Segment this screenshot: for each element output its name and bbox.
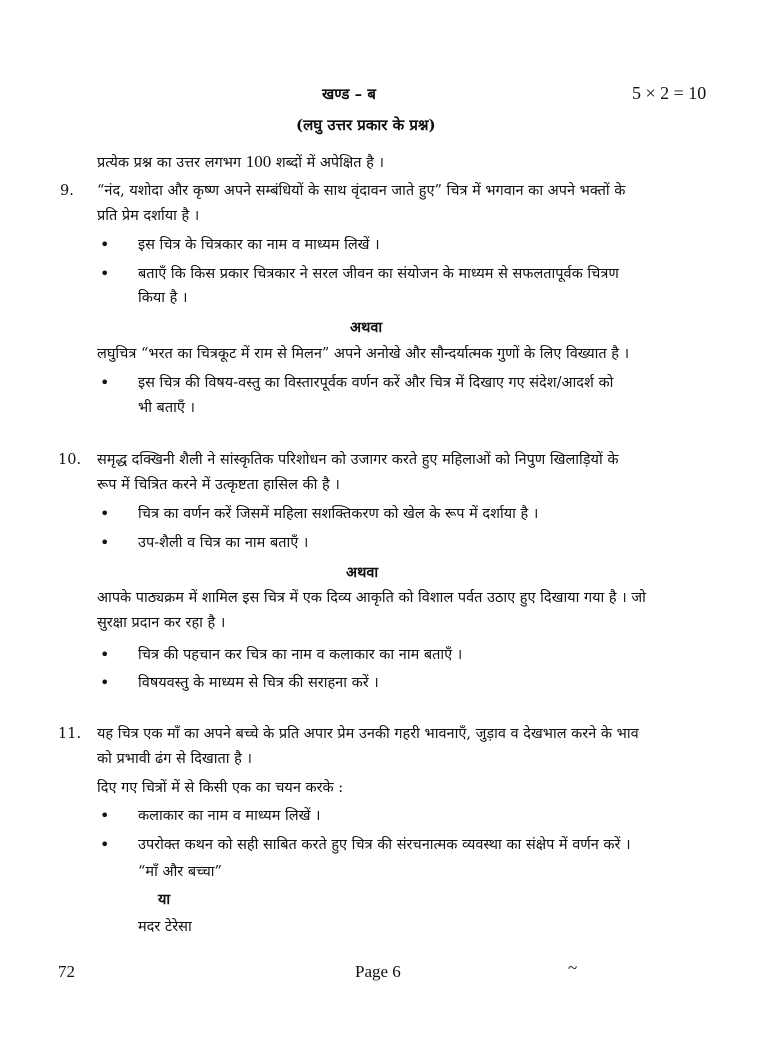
page-number: Page 6 <box>355 962 401 981</box>
bullet-text: चित्र की पहचान कर चित्र का नाम व कलाकार का नाम बताएँ । <box>138 647 463 663</box>
or-label: या <box>158 891 171 908</box>
question-text-line: समृद्ध दक्खिनी शैली ने सांस्कृतिक परिशोधन को उजागर करते हुए महिलाओं को निपुण खिलाड़ियों के <box>97 452 619 468</box>
painting-option-b: मदर टेरेसा <box>138 919 192 935</box>
bullet-icon: • <box>100 645 110 664</box>
or-label: अथवा <box>346 564 379 581</box>
bullet-text: बताएँ कि किस प्रकार चित्रकार ने सरल जीवन का संयोजन के माध्यम से सफलतापूर्वक चित्रण <box>138 266 619 282</box>
marks-label: 5 × 2 = 10 <box>632 83 707 103</box>
question-number: 9. <box>60 183 74 199</box>
bullet-text: कलाकार का नाम व माध्यम लिखें । <box>138 808 321 824</box>
bullet-text: इस चित्र की विषय-वस्तु का विस्तारपूर्वक वर्णन करें और चित्र में दिखाए गए संदेश/आदर्श को <box>138 375 614 391</box>
bullet-icon: • <box>100 264 110 283</box>
bullet-text: उपरोक्त कथन को सही साबित करते हुए चित्र की संरचनात्मक व्यवस्था का संक्षेप में वर्णन करें । <box>138 837 631 853</box>
question-text-line: प्रति प्रेम दर्शाया है । <box>97 208 200 224</box>
question-text-line: को प्रभावी ढंग से दिखाता है । <box>97 751 252 767</box>
painting-option-a: “माँ और बच्चा” <box>138 864 222 880</box>
bullet-icon: • <box>100 835 110 854</box>
paper-code: 72 <box>58 962 75 981</box>
bullet-text: इस चित्र के चित्रकार का नाम व माध्यम लिखें । <box>138 237 380 253</box>
question-text-line: दिए गए चित्रों में से किसी एक का चयन करके : <box>97 780 344 796</box>
question-number: 11. <box>58 726 82 742</box>
alternative-question-text: सुरक्षा प्रदान कर रहा है । <box>97 615 226 631</box>
bullet-icon: • <box>100 806 110 825</box>
bullet-icon: • <box>100 673 110 692</box>
bullet-icon: • <box>100 533 110 552</box>
question-text-line: “नंद, यशोदा और कृष्ण अपने सम्बंधियों के साथ वृंदावन जाते हुए” चित्र में भगवान का अपने भक्तों के <box>97 183 626 199</box>
bullet-icon: • <box>100 235 110 254</box>
bullet-icon: • <box>100 504 110 523</box>
section-subtitle: (लघु उत्तर प्रकार के प्रश्न) <box>296 116 436 134</box>
general-instruction: प्रत्येक प्रश्न का उत्तर लगभग 100 शब्दों में अपेक्षित है । <box>97 152 384 171</box>
footer-tilde: ~ <box>568 958 578 977</box>
question-text-line: रूप में चित्रित करने में उत्कृष्टता हासिल की है । <box>97 477 340 493</box>
bullet-text: उप-शैली व चित्र का नाम बताएँ । <box>138 535 309 551</box>
bullet-text: चित्र का वर्णन करें जिसमें महिला सशक्तिकरण को खेल के रूप में दर्शाया है । <box>138 506 539 522</box>
bullet-icon: • <box>100 373 110 392</box>
alternative-question-text: आपके पाठ्यक्रम में शामिल इस चित्र में एक दिव्य आकृति को विशाल पर्वत उठाए हुए दिखाया गया है । जो <box>97 590 646 606</box>
bullet-text-continued: भी बताएँ । <box>138 400 195 416</box>
question-number: 10. <box>58 452 82 468</box>
alternative-question-text: लघुचित्र “भरत का चित्रकूट में राम से मिलन” अपने अनोखे और सौन्दर्यात्मक गुणों के लिए विख्यात है । <box>97 346 630 362</box>
bullet-text: विषयवस्तु के माध्यम से चित्र की सराहना करें । <box>138 675 379 691</box>
or-label: अथवा <box>350 319 383 336</box>
question-text-line: यह चित्र एक माँ का अपने बच्चे के प्रति अपार प्रेम उनकी गहरी भावनाएँ, जुड़ाव व देखभाल करने के भाव <box>97 726 639 742</box>
section-title: खण्ड – ब <box>322 85 376 103</box>
bullet-text-continued: किया है । <box>138 290 188 306</box>
